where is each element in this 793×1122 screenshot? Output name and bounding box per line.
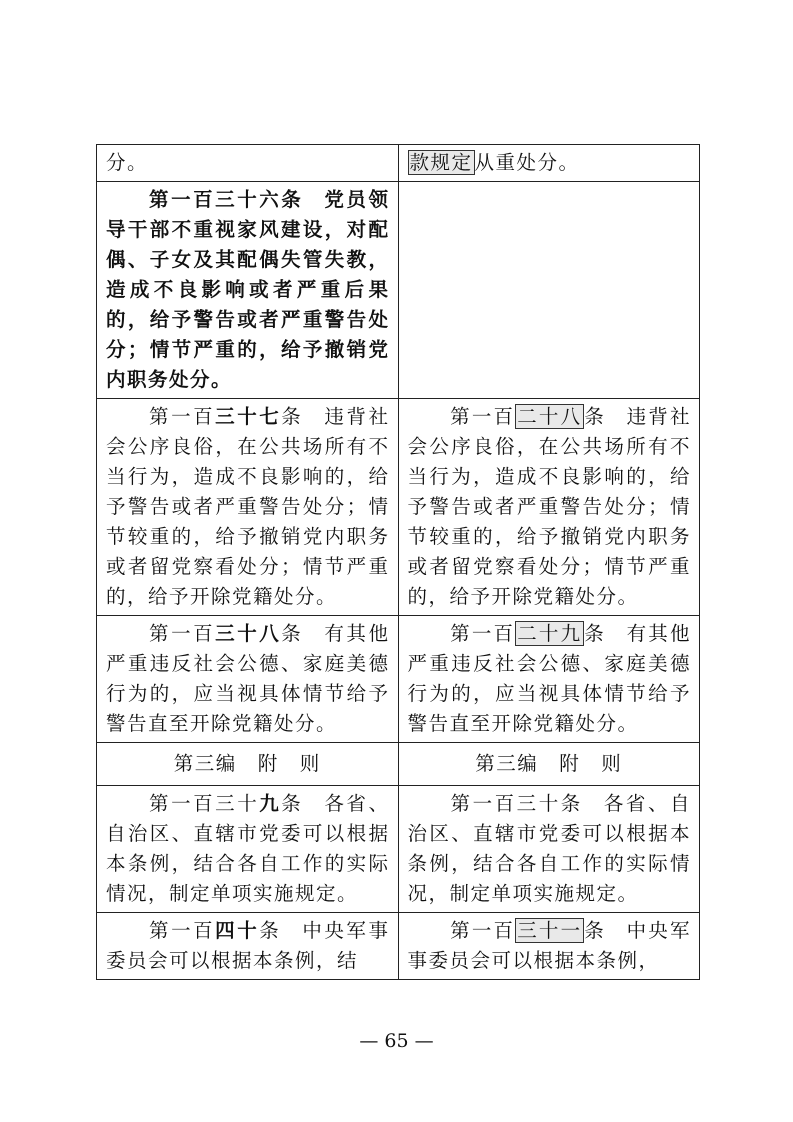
article-text: 从重处分。 [474, 151, 580, 174]
table-row [97, 913, 700, 980]
article-heading-suffix: 条 [259, 919, 282, 942]
article-heading-prefix: 第一百 [449, 405, 516, 428]
table-row [97, 399, 700, 616]
changed-number: 三十八 [215, 622, 282, 645]
article-heading-prefix: 第一百 [449, 919, 516, 942]
new-text-cell-empty [398, 182, 700, 399]
changed-number: 九 [259, 792, 282, 815]
page-number: — 65 — [359, 1030, 434, 1052]
new-text-cell [398, 145, 700, 182]
highlighted-change: 二十八 [517, 405, 583, 428]
new-text-cell [398, 616, 700, 743]
comparison-table [96, 144, 700, 980]
article-heading-prefix: 第一百 [148, 405, 216, 428]
article-text: 中央军事委员会可以根据本条例，结 [106, 919, 390, 972]
article-text: 有其他严重违反社会公德、家庭美德行为的，应当视具体情节给予警告直至开除党籍处分。 [106, 622, 390, 735]
old-text-cell [97, 786, 399, 913]
highlighted-change: 二十九 [517, 622, 583, 645]
new-text-cell [398, 786, 700, 913]
article-text: 分。 [106, 151, 149, 174]
article-text: 中央军事委员会可以根据本条例， [407, 919, 691, 972]
old-text-cell [97, 182, 399, 399]
section-heading: 第三编 附 则 [475, 752, 623, 775]
old-text-cell [97, 399, 399, 616]
highlighted-change: 款规定 [409, 151, 473, 174]
article-heading: 第一百三十条 [449, 792, 583, 815]
new-text-cell [398, 399, 700, 616]
article-heading-prefix: 第一百 [148, 919, 216, 942]
table-row [97, 786, 700, 913]
article-text: 党员领导干部不重视家风建设，对配偶、子女及其配偶失管失教，造成不良影响或者严重后果的，给予警告或者严重警告处分；情节严重的，给予撤销党内职务处分。 [106, 188, 390, 391]
changed-number: 四十 [215, 919, 260, 942]
article-heading-suffix: 条 [281, 792, 304, 815]
table-row [97, 743, 700, 786]
article-heading-prefix: 第一百 [449, 622, 516, 645]
article-text: 各省、自治区、直辖市党委可以根据本条例，结合各自工作的实际情况，制定单项实施规定。 [407, 792, 691, 905]
article-text: 违背社会公序良俗，在公共场所有不当行为，造成不良影响的，给予警告或者严重警告处分；情节较重的，给予撤销党内职务或者留党察看处分；情节严重的，给予开除党籍处分。 [106, 405, 390, 608]
article-heading-suffix: 条 [281, 622, 304, 645]
article-heading: 第一百三十六条 [148, 188, 304, 211]
article-text: 违背社会公序良俗，在公共场所有不当行为，造成不良影响的，给予警告或者严重警告处分；情节较重的，给予撤销党内职务或者留党察看处分；情节严重的，给予开除党籍处分。 [407, 405, 691, 608]
article-heading-suffix: 条 [584, 405, 606, 428]
old-text-cell [97, 913, 399, 980]
section-heading-cell [97, 743, 399, 786]
section-heading: 第三编 附 则 [173, 752, 321, 775]
old-text-cell [97, 145, 399, 182]
section-heading-cell [398, 743, 700, 786]
article-text: 有其他严重违反社会公德、家庭美德行为的，应当视具体情节给予警告直至开除党籍处分。 [407, 622, 691, 735]
new-text-cell [398, 913, 700, 980]
article-heading-suffix: 条 [584, 919, 606, 942]
article-heading-prefix: 第一百三十 [148, 792, 260, 815]
table-row [97, 616, 700, 743]
changed-number: 三十七 [215, 405, 282, 428]
article-heading-suffix: 条 [584, 622, 606, 645]
table-row [97, 182, 700, 399]
highlighted-change: 三十一 [517, 919, 583, 942]
article-text: 各省、自治区、直辖市党委可以根据本条例，结合各自工作的实际情况，制定单项实施规定。 [106, 792, 390, 905]
table-row [97, 145, 700, 182]
article-heading-suffix: 条 [281, 405, 304, 428]
article-heading-prefix: 第一百 [148, 622, 216, 645]
old-text-cell [97, 616, 399, 743]
